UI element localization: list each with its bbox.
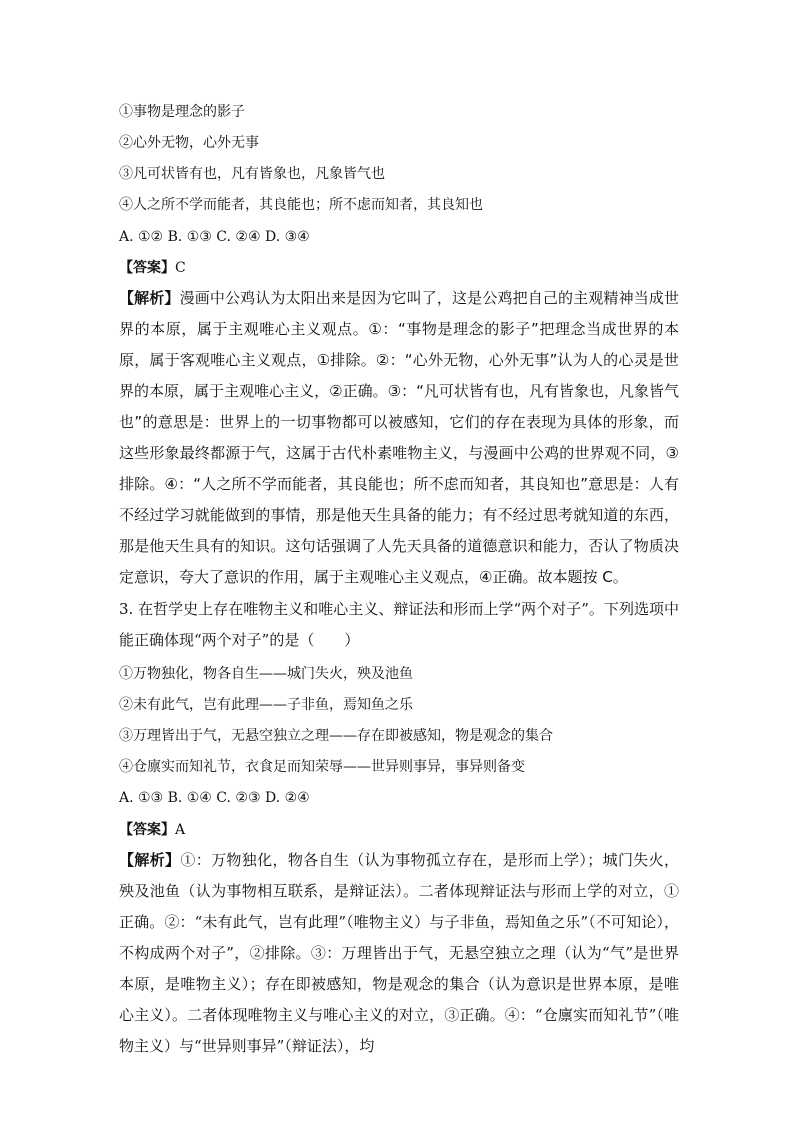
q2-choices: A. ①② B. ①③ C. ②④ D. ③④ (119, 229, 310, 245)
q2-option-3: ③凡可状皆有也，凡有皆象也，凡象皆气也 (119, 166, 385, 182)
q2-option-1: ①事物是理念的影子 (119, 104, 245, 120)
q2-option-4: ④人之所不学而能者，其良能也；所不虑而知者，其良知也 (119, 197, 483, 213)
q3-analysis-label: 【解析】 (119, 851, 181, 869)
q3-answer-value: A (175, 822, 186, 838)
q2-answer (119, 258, 186, 278)
q3-stem: 3. 在哲学史上存在唯物主义和唯心主义、辩证法和形而上学“两个对子”。下列选项中能正确体现“两个对子”的是（ ） (119, 600, 679, 649)
q3-analysis (119, 845, 679, 1062)
q2-answer-value: C (175, 260, 186, 276)
q3-option-2: ②未有此气，岂有此理——子非鱼，焉知鱼之乐 (119, 697, 413, 713)
q3-option-1: ①万物独化，物各自生——城门失火，殃及池鱼 (119, 666, 413, 682)
q3-analysis-text: ①：万物独化，物各自生（认为事物孤立存在，是形而上学）；城门失火，殃及池鱼（认为事物相互联系，是辩证法）。二者体现辩证法与形而上学的对立，①正确。②：“未有此气，岂有此理”（唯物主义）与子非鱼，焉知鱼之乐”（不可知论），不构成两个对子”，②排除。③：万理皆出于气，无悬空独立之理（认为“气”是世界本原，是唯物主义）；存在即被感知，物是观念的集合（认为意识是世界本原，是唯心主义）。二者体现唯物主义与唯心主义的对立，③正确。④：“仓廪实而知礼节”（唯物主义）与“世异则事异”（辩证法），均 (119, 851, 679, 1055)
q2-analysis-label: 【解析】 (119, 289, 180, 307)
q3-option-4: ④仓廪实而知礼节，衣食足而知荣辱——世异则事异，事异则备变 (119, 759, 525, 775)
q2-answer-label: 【答案】 (119, 260, 175, 276)
q3-answer (119, 820, 185, 840)
q2-option-2: ②心外无物，心外无事 (119, 135, 259, 151)
q2-analysis-text: 漫画中公鸡认为太阳出来是因为它叫了，这是公鸡把自己的主观精神当成世界的本原，属于主观唯心主义观点。①：“事物是理念的影子”把理念当成世界的本原，属于客观唯心主义观点，①排除。②：“心外无物，心外无事”认为人的心灵是世界的本原，属于主观唯心主义，②正确。③：“凡可状皆有也，凡有皆象也，凡象皆气也”的意思是：世界上的一切事物都可以被感知，它们的存在表现为具体的形象，而这些形象最终都源于气，这属于古代朴素唯物主义，与漫画中公鸡的世界观不同，③排除。④：“人之所不学而能者，其良能也；所不虑而知者，其良知也”意思是：人有不经过学习就能做到的事情，那是他天生具备的能力；有不经过思考就知道的东西，那是他天生具有的知识。这句话强调了人先天具备的道德意识和能力，否认了物质决定意识，夸大了意识的作用，属于主观唯心主义观点，④正确。故本题按 C。 (119, 289, 679, 586)
q3-option-3: ③万理皆出于气，无悬空独立之理——存在即被感知，物是观念的集合 (119, 728, 553, 744)
q2-analysis (119, 283, 679, 593)
q3-answer-label: 【答案】 (119, 822, 175, 838)
q3-choices: A. ①③ B. ①④ C. ②③ D. ②④ (119, 790, 310, 806)
